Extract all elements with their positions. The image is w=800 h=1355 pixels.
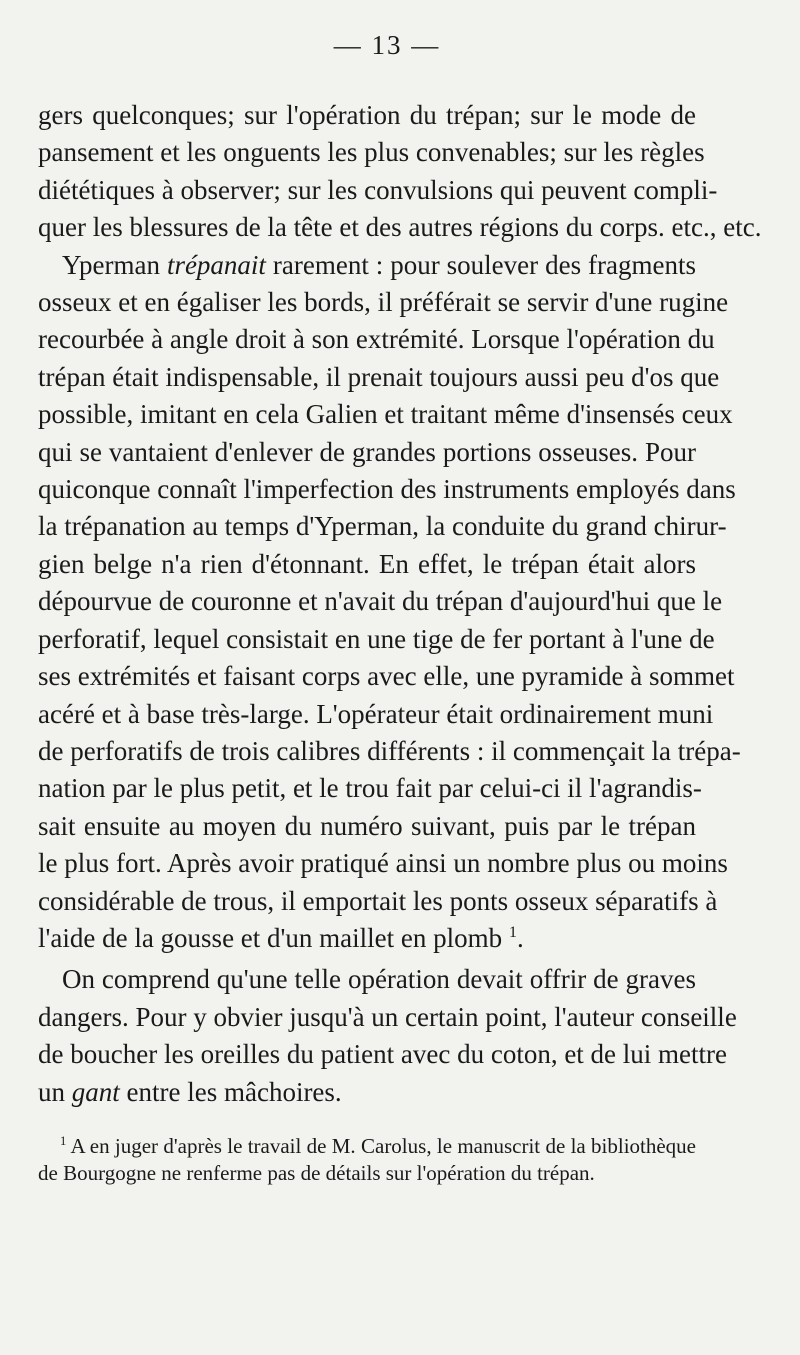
text-line: gien belge n'a rien d'étonnant. En effet, le trépan était alors: [38, 548, 696, 579]
text-line: [38, 247, 696, 284]
text-span: un: [38, 1076, 65, 1107]
text-line: la trépanation au temps d'Yperman, la conduite du grand chirur-: [38, 511, 727, 542]
text-line: dangers. Pour y obvier jusqu'à un certain point, l'auteur conseille: [38, 1001, 737, 1032]
text-line: [38, 920, 696, 957]
text-line: perforatif, lequel consistait en une tige de fer portant à l'une de: [38, 623, 715, 654]
text-line: gers quelconques; sur l'opération du trépan; sur le mode de: [38, 100, 696, 130]
text-line: On comprend qu'une telle opération devait offrir de graves: [62, 964, 696, 995]
footnote-line: de Bourgogne ne renferme pas de détails sur l'opération du trépan.: [38, 1160, 595, 1185]
text-line: le plus fort. Après avoir pratiqué ainsi un nombre plus ou moins: [38, 848, 728, 879]
text-line: osseux et en égaliser les bords, il préférait se servir d'une rugine: [38, 287, 729, 318]
text-line: de perforatifs de trois calibres différents : il commençait la trépa-: [38, 735, 741, 766]
page-number: — 13 —: [333, 30, 441, 60]
text-line: trépan était indispensable, il prenait toujours aussi peu d'os que: [38, 361, 720, 392]
text-line: dépourvue de couronne et n'avait du trépan d'aujourd'hui que le: [38, 586, 723, 617]
text-line: quer les blessures de la tête et des autres régions du corps. etc., etc.: [38, 212, 762, 243]
text-line: quiconque connaît l'imperfection des instruments employés dans: [38, 474, 736, 505]
italic-word: trépanait: [166, 249, 266, 280]
paragraph-3: [38, 961, 737, 1111]
text-line: nation par le plus petit, et le trou fait par celui-ci il l'agrandis-: [38, 773, 702, 804]
text-line: recourbée à angle droit à son extrémité. Lorsque l'opération du: [38, 324, 715, 355]
paragraph-1: [38, 97, 762, 247]
text-span: l'aide de la gousse et d'un maillet en plomb: [38, 922, 503, 953]
text-line: ses extrémités et faisant corps avec elle, une pyramide à sommet: [38, 661, 735, 692]
footnote-line: [38, 1133, 696, 1160]
text-line: sait ensuite au moyen du numéro suivant, puis par le trépan: [38, 810, 696, 841]
text-span: Yperman: [62, 249, 160, 280]
text-span: entre les mâchoires.: [126, 1076, 342, 1107]
text-line: possible, imitant en cela Galien et traitant même d'insensés ceux: [38, 399, 733, 430]
text-line: [38, 1074, 696, 1111]
text-line: diététiques à observer; sur les convulsions qui peuvent compli-: [38, 174, 718, 205]
text-line: de boucher les oreilles du patient avec du coton, et de lui mettre: [38, 1039, 728, 1070]
text-span: .: [516, 922, 524, 953]
text-span: A en juger d'après le travail de M. Carolus, le manuscrit de la bibliothèque: [70, 1133, 697, 1158]
text-line: qui se vantaient d'enlever de grandes portions osseuses. Pour: [38, 436, 696, 467]
text-line: pansement et les onguents les plus convenables; sur les règles: [38, 137, 705, 168]
footnote-reference[interactable]: 1: [508, 922, 517, 941]
italic-word: gant: [71, 1076, 120, 1107]
text-line: considérable de trous, il emportait les ponts osseux séparatifs à: [38, 885, 718, 916]
text-line: acéré et à base très-large. L'opérateur était ordinairement muni: [38, 698, 714, 729]
footnote-marker: 1: [60, 1133, 67, 1148]
text-span: rarement : pour soulever des fragments: [272, 249, 696, 280]
footnote: [38, 1133, 696, 1187]
paragraph-2: [38, 247, 741, 958]
